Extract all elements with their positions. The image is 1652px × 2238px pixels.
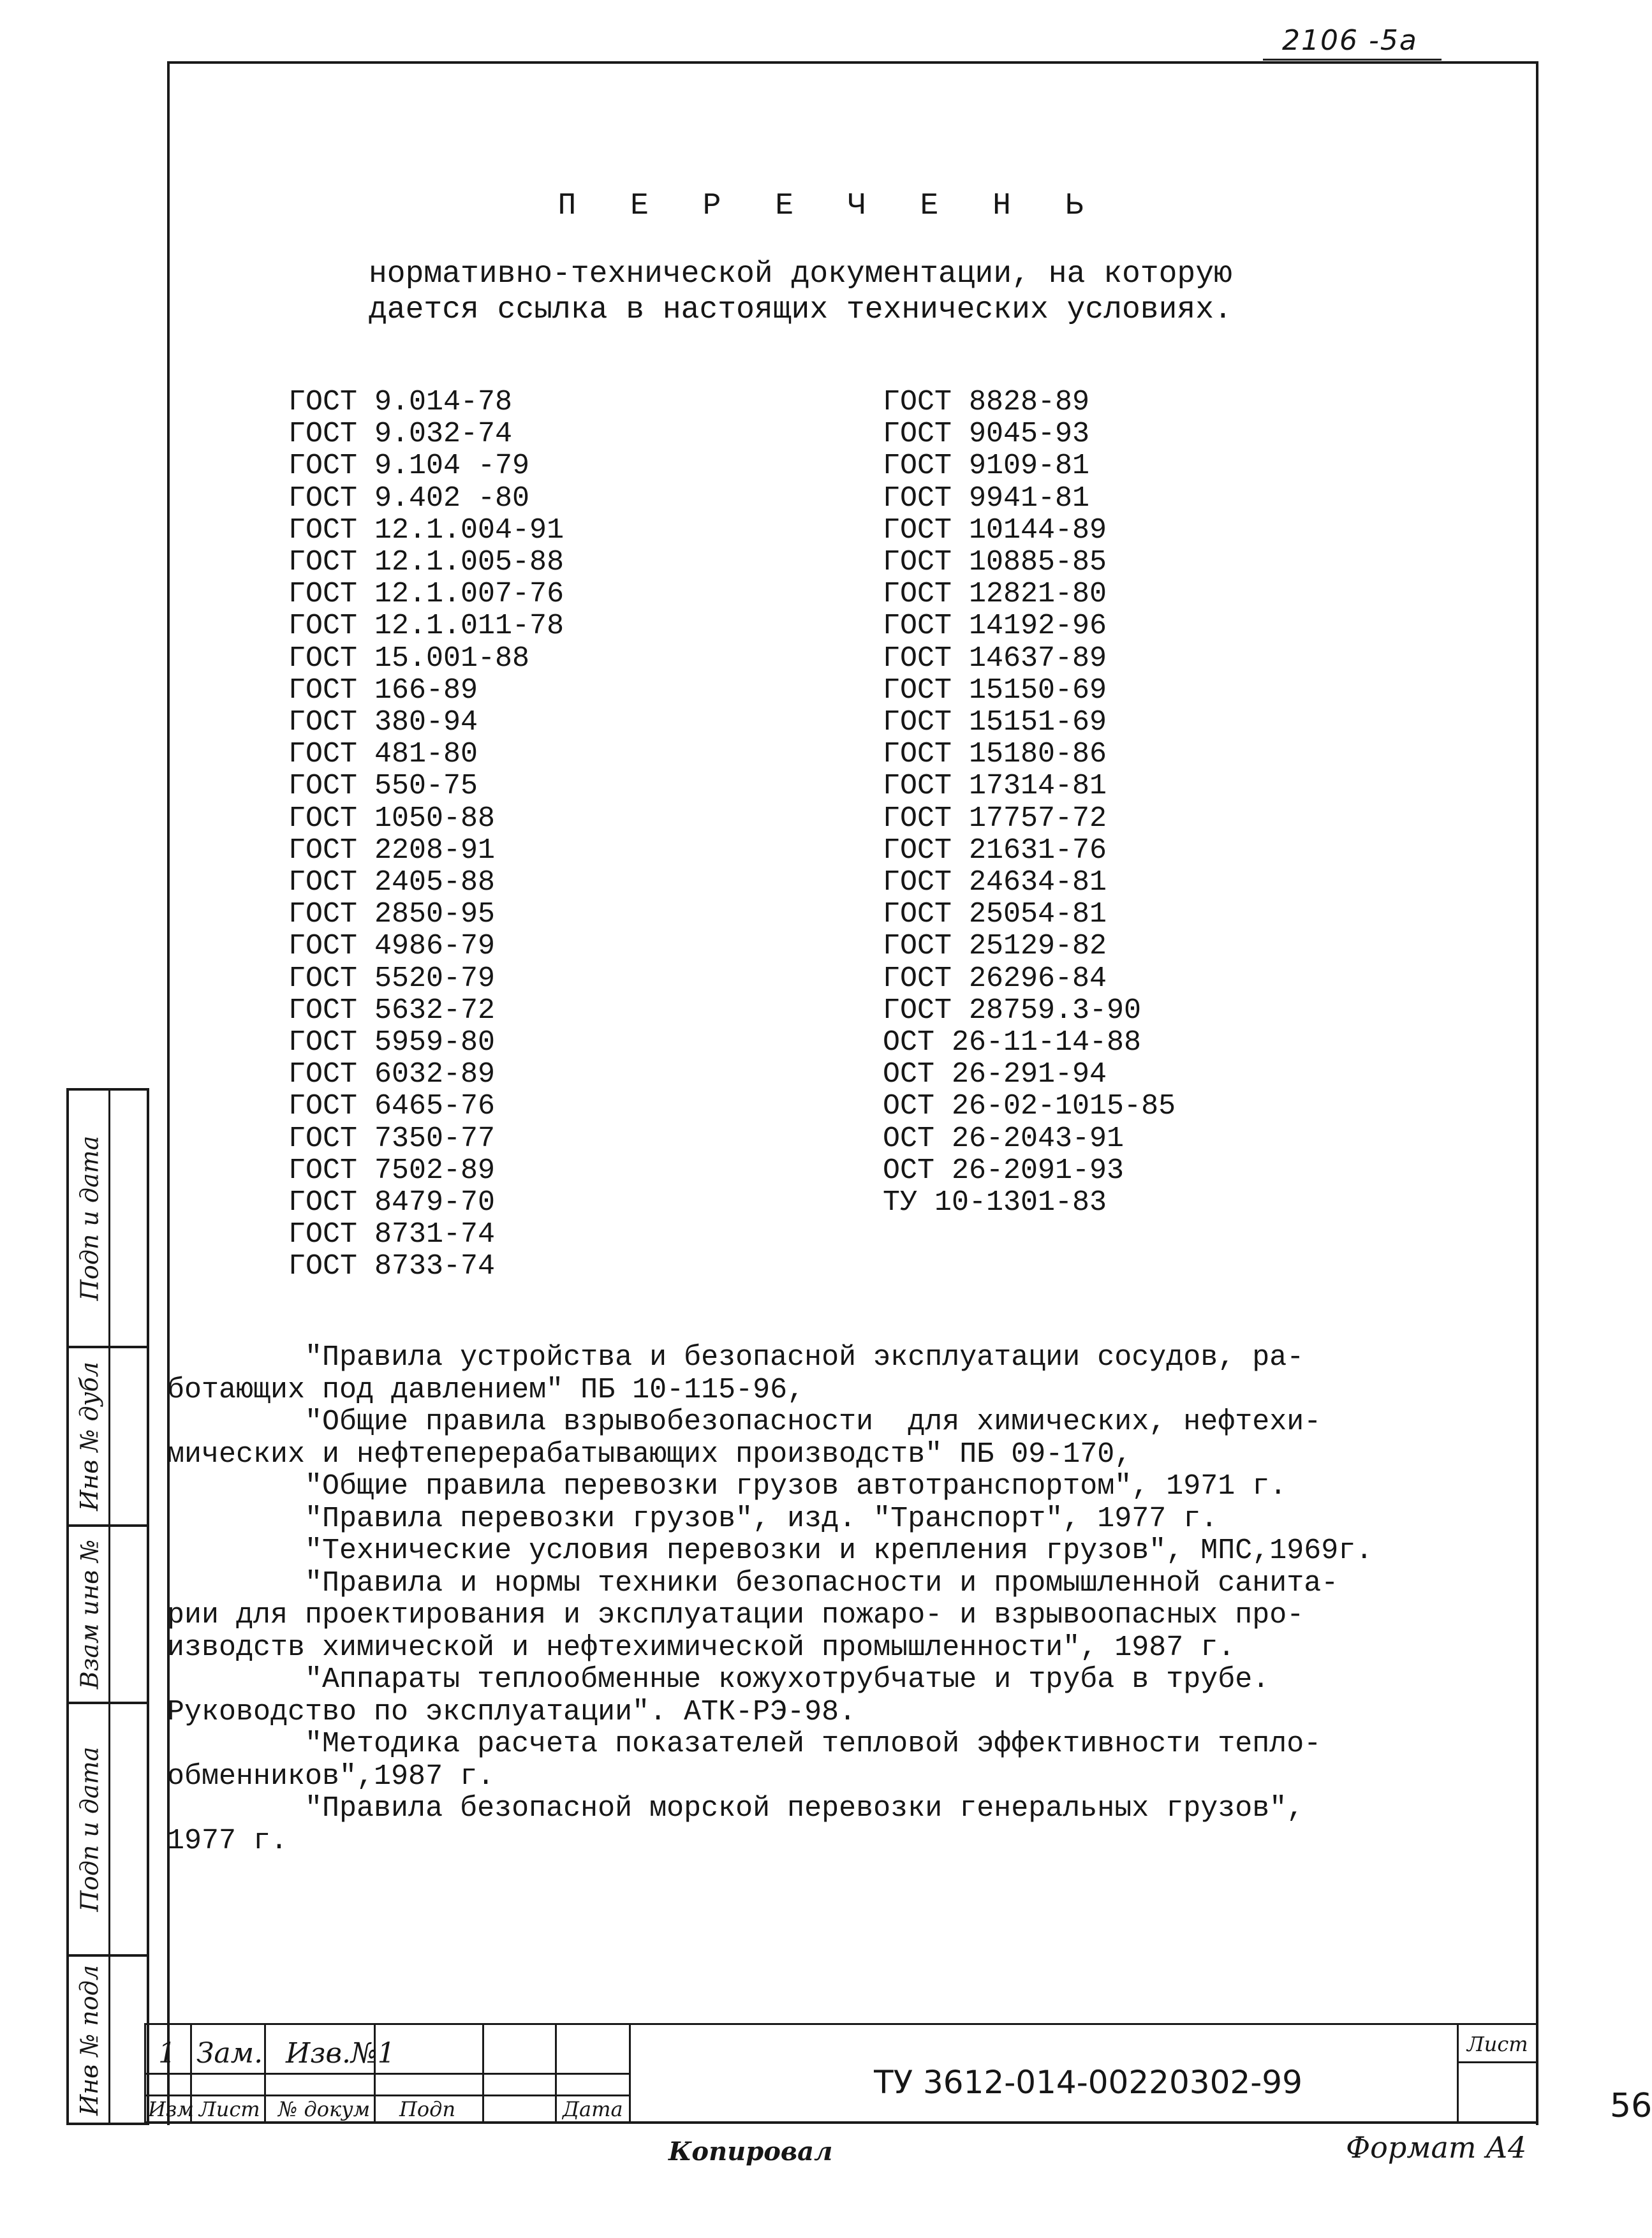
stamp-col-sheet: Лист (199, 2097, 260, 2121)
standard-item: ГОСТ 550-75 (288, 770, 478, 803)
stamp-top-line (144, 2023, 1538, 2025)
standard-item: ГОСТ 15180-86 (883, 738, 1107, 771)
standard-item: ГОСТ 8828-89 (883, 386, 1090, 418)
document-title: П Е Р Е Ч Е Н Ь (557, 189, 1102, 223)
reference-line: "Правила перевозки грузов", изд. "Транспорт", 1977 г. (167, 1502, 1218, 1535)
stamp-col-date: Дата (563, 2097, 623, 2121)
standard-item: ГОСТ 9941-81 (883, 482, 1090, 515)
standard-item: ГОСТ 25054-81 (883, 898, 1107, 931)
standard-item: ГОСТ 12.1.005-88 (288, 546, 564, 579)
standard-item: ГОСТ 14192-96 (883, 610, 1107, 643)
standards-list-right (883, 386, 1176, 1219)
standard-item: ГОСТ 24634-81 (883, 866, 1107, 899)
reference-line: ботающих под давлением" ПБ 10-115-96, (167, 1373, 805, 1406)
stamp-doc-number: Изв.№1 (286, 2037, 395, 2070)
stamp-sheet-line (1457, 2023, 1538, 2025)
standard-item: ГОСТ 17757-72 (883, 802, 1107, 835)
standard-item: ГОСТ 9109-81 (883, 450, 1090, 483)
standard-item: ГОСТ 12821-80 (883, 578, 1107, 611)
standard-item: ОСТ 26-2043-91 (883, 1122, 1125, 1155)
standard-item: ГОСТ 9045-93 (883, 418, 1090, 451)
standard-item: ГОСТ 5959-80 (288, 1026, 496, 1059)
standard-item: ГОСТ 2208-91 (288, 834, 496, 867)
side-label-sign-date: Подп и дата (75, 1135, 104, 1301)
standard-item: ГОСТ 8731-74 (288, 1218, 496, 1251)
stamp-col-change: Изм (148, 2097, 194, 2121)
reference-line: "Методика расчета показателей тепловой эффективности тепло- (167, 1728, 1322, 1760)
standard-item: ТУ 10-1301-83 (883, 1186, 1107, 1219)
standard-item: ГОСТ 14637-89 (883, 642, 1107, 675)
standard-item: ГОСТ 2850-95 (288, 898, 496, 931)
reference-line: рии для проектирования и эксплуатации пожаро- и взрывоопасных про- (167, 1599, 1304, 1631)
reference-line: "Правила и нормы техники безопасности и промышленной санита- (167, 1566, 1339, 1600)
standard-item: ГОСТ 6465-76 (288, 1090, 496, 1123)
standard-item: ГОСТ 17314-81 (883, 770, 1107, 803)
document-subtitle (369, 256, 1232, 328)
subtitle-line: дается ссылка в настоящих технических условиях. (369, 293, 1232, 327)
reference-line: "Общие правила перевозки грузов автотранспортом", 1971 г. (167, 1470, 1287, 1503)
reference-line: обменников",1987 г. (167, 1760, 495, 1793)
standard-item: ГОСТ 481-80 (288, 738, 478, 771)
stamp-revision: 1 (158, 2037, 176, 2070)
reference-line: "Технические условия перевозки и крепления грузов", МПС,1969г. (167, 1535, 1373, 1567)
standard-item: ГОСТ 6032-89 (288, 1058, 496, 1091)
title-block (144, 2023, 1652, 2125)
footer-copied: Копировал (668, 2137, 833, 2167)
side-label-dup-inv: Инв № дубл (75, 1362, 104, 1511)
standard-item: ГОСТ 28759.3-90 (883, 994, 1142, 1027)
standard-item: ГОСТ 8479-70 (288, 1186, 496, 1219)
reference-line: "Аппараты теплообменные кожухотрубчатые и труба в трубе. (167, 1663, 1270, 1696)
standard-item: ГОСТ 10885-85 (883, 546, 1107, 579)
sheet-number: 56 (1610, 2087, 1652, 2125)
stamp-change-mark: Зам. (196, 2037, 263, 2070)
standard-item: ГОСТ 166-89 (288, 674, 478, 707)
standards-list-left (288, 386, 564, 1283)
reference-line: Руководство по эксплуатации". АТК-РЭ-98. (167, 1695, 857, 1728)
standard-item: ОСТ 26-11-14-88 (883, 1026, 1142, 1059)
standard-item: ОСТ 26-02-1015-85 (883, 1090, 1176, 1123)
standard-item: ГОСТ 9.104 -79 (288, 450, 530, 483)
standard-item: ГОСТ 25129-82 (883, 930, 1107, 963)
page-code: 2106 -5а (1282, 24, 1418, 57)
standard-item: ГОСТ 10144-89 (883, 513, 1107, 547)
reference-line: "Правила устройства и безопасной эксплуатации сосудов, ра- (167, 1341, 1304, 1374)
reference-line: 1977 г. (167, 1824, 288, 1857)
stamp-col-line (144, 2023, 146, 2124)
standard-item: ГОСТ 26296-84 (883, 962, 1107, 995)
standard-item: ГОСТ 380-94 (288, 706, 478, 739)
subtitle-line: нормативно-технической документации, на которую (369, 257, 1232, 291)
standard-item: ГОСТ 5632-72 (288, 994, 496, 1027)
standard-item: ГОСТ 12.1.004-91 (288, 513, 564, 547)
stamp-col-doc: № докум (278, 2097, 371, 2121)
reference-line: мических и нефтеперерабатывающих производств" ПБ 09-170, (167, 1438, 1132, 1471)
stamp-col-line (1457, 2023, 1459, 2124)
stamp-col-sign: Подп (399, 2097, 456, 2121)
stamp-col-line (264, 2023, 266, 2124)
page-code-underline (1263, 59, 1442, 61)
reference-line: изводств химической и нефтехимической промышленности", 1987 г. (167, 1631, 1235, 1664)
stamp-col-line (555, 2023, 557, 2124)
standard-item: ГОСТ 2405-88 (288, 866, 496, 899)
reference-line: "Общие правила взрывобезопасности для химических, нефтехи- (167, 1406, 1322, 1438)
stamp-col-line (629, 2023, 631, 2124)
standard-item: ГОСТ 12.1.007-76 (288, 578, 564, 611)
side-label-orig-inv: Инв № подл (75, 1964, 104, 2116)
standard-item: ГОСТ 5520-79 (288, 962, 496, 995)
references-text (167, 1342, 1526, 1857)
side-label-replace-inv: Взам инв № (75, 1539, 103, 1690)
standard-item: ОСТ 26-291-94 (883, 1058, 1107, 1091)
standard-item: ГОСТ 4986-79 (288, 930, 496, 963)
document-code: ТУ 3612-014-00220302-99 (874, 2064, 1302, 2101)
standard-item: ГОСТ 7350-77 (288, 1122, 496, 1155)
stamp-col-line (482, 2023, 484, 2124)
standard-item: ГОСТ 9.402 -80 (288, 482, 530, 515)
side-label-sign-date-2: Подп и дата (75, 1746, 104, 1912)
stamp-sheet-label: Лист (1467, 2032, 1528, 2056)
standard-item: ГОСТ 15151-69 (883, 706, 1107, 739)
reference-line: "Правила безопасной морской перевозки генеральных грузов", (167, 1792, 1304, 1825)
standard-item: ГОСТ 9.032-74 (288, 418, 513, 451)
standard-item: ГОСТ 21631-76 (883, 834, 1107, 867)
standard-item: ОСТ 26-2091-93 (883, 1154, 1125, 1187)
standard-item: ГОСТ 7502-89 (288, 1154, 496, 1187)
standard-item: ГОСТ 15150-69 (883, 674, 1107, 707)
side-strip-divider (108, 1088, 110, 2125)
standard-item: ГОСТ 8733-74 (288, 1250, 496, 1283)
stamp-sheet-line (1457, 2061, 1538, 2063)
standard-item: ГОСТ 15.001-88 (288, 642, 530, 675)
footer-format: Формат А4 (1346, 2130, 1527, 2165)
standard-item: ГОСТ 9.014-78 (288, 386, 513, 418)
standard-item: ГОСТ 1050-88 (288, 802, 496, 835)
standard-item: ГОСТ 12.1.011-78 (288, 610, 564, 643)
